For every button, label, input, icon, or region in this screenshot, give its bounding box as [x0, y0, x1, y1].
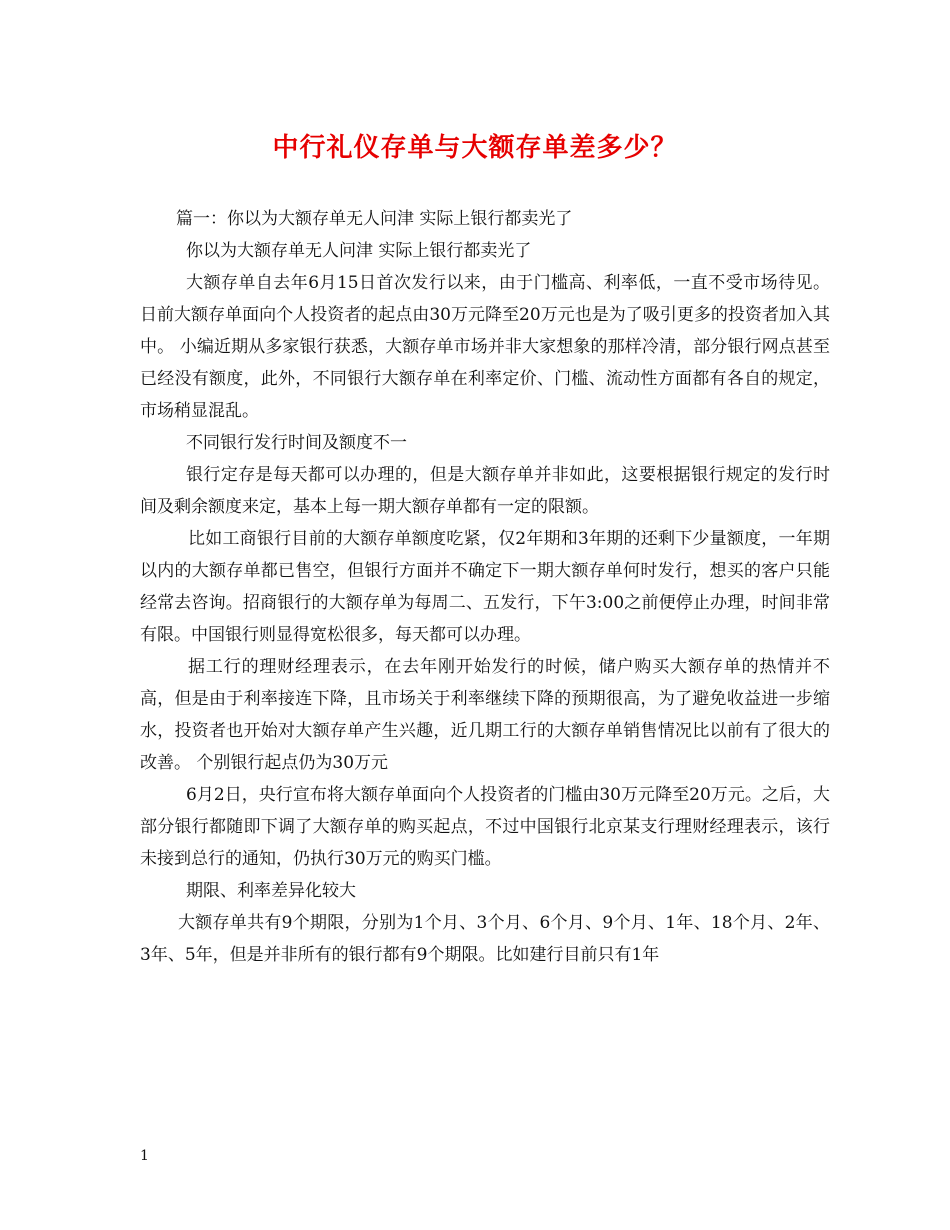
paragraph-body: 比如工商银行目前的大额存单额度吃紧，仅2年期和3年期的还剩下少量额度，一年期以内的大额存单都已售空，但银行方面并不确定下一期大额存单何时发行，想买的客户只能经常去咨询。招商银行的大额存单为每周二、五发行，下午3:00之前便停止办理，时间非常有限。中国银行则显得宽松很多，每天都可以办理。	[140, 529, 830, 645]
paragraph-body: 银行定存是每天都可以办理的，但是大额存单并非如此，这要根据银行规定的发行时间及剩余额度来定，基本上每一期大额存单都有一定的限额。	[140, 465, 830, 517]
paragraph-body: 大额存单共有9个期限，分别为1个月、3个月、6个月、9个月、1年、18个月、2年、3年、5年，但是并非所有的银行都有9个期限。比如建行目前只有1年	[140, 913, 830, 965]
paragraph-body: 大额存单自去年6月15日首次发行以来，由于门槛高、利率低，一直不受市场待见。日前大额存单面向个人投资者的起点由30万元降至20万元也是为了吸引更多的投资者加入其中。 小编近期从多家银行获悉，大额存单市场并非大家想象的那样冷清，部分银行网点甚至已经没有额度，此外，不同银行大额存单在利率定价、门槛、流动性方面都有各自的规定，市场稍显混乱。	[140, 273, 830, 421]
document-title: 中行礼仪存单与大额存单差多少？	[272, 133, 678, 163]
paragraph-section-heading: 篇一：你以为大额存单无人问津 实际上银行都卖光了	[176, 209, 573, 229]
paragraph-body: 6月2日，央行宣布将大额存单面向个人投资者的门槛由30万元降至20万元。之后，大部分银行都随即下调了大额存单的购买起点，不过中国银行北京某支行理财经理表示，该行未接到总行的通知，仍执行30万元的购买门槛。	[140, 785, 830, 869]
paragraph-subtitle: 你以为大额存单无人问津 实际上银行都卖光了	[186, 241, 532, 261]
paragraph-body: 据工行的理财经理表示，在去年刚开始发行的时候，储户购买大额存单的热情并不高，但是由于利率接连下降，且市场关于利率继续下降的预期很高，为了避免收益进一步缩水，投资者也开始对大额存单产生兴趣，近几期工行的大额存单销售情况比以前有了很大的改善。 个别银行起点仍为30万元	[140, 657, 830, 773]
paragraph-subheading: 不同银行发行时间及额度不一	[186, 433, 407, 453]
paragraph-subheading: 期限、利率差异化较大	[186, 881, 356, 901]
document-body	[140, 203, 830, 971]
page-number: 1	[140, 1148, 149, 1164]
